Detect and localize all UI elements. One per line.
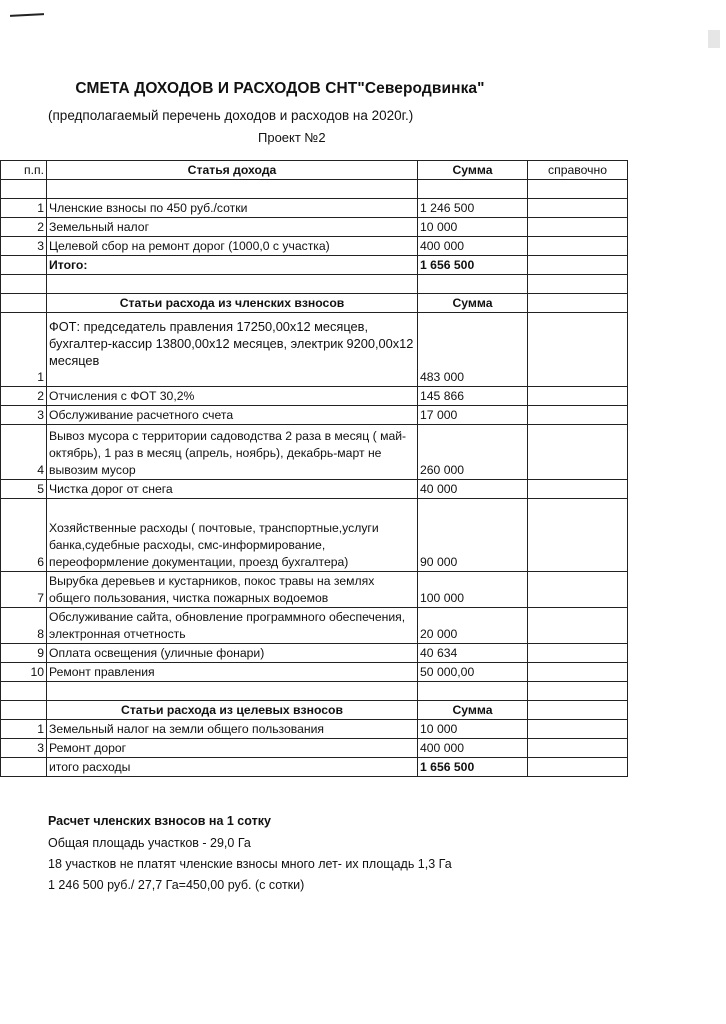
row-number: 6 <box>1 499 47 572</box>
empty-row <box>1 682 628 701</box>
row-number: 3 <box>1 406 47 425</box>
expense-row <box>1 387 628 406</box>
row-number: 4 <box>1 425 47 480</box>
row-number: 2 <box>1 387 47 406</box>
expense-row <box>1 480 628 499</box>
row-sum: 100 000 <box>418 572 528 608</box>
expense-row <box>1 663 628 682</box>
col-header-item: Статья дохода <box>47 161 418 180</box>
row-item: Членские взносы по 450 руб./сотки <box>47 199 418 218</box>
header-row <box>1 161 628 180</box>
row-sum: 20 000 <box>418 608 528 644</box>
row-number: 1 <box>1 199 47 218</box>
total-sum: 1 656 500 <box>418 758 528 777</box>
total-label: Итого: <box>47 256 418 275</box>
income-row <box>1 237 628 256</box>
row-number: 5 <box>1 480 47 499</box>
row-number: 1 <box>1 720 47 739</box>
row-item: Вырубка деревьев и кустарников, покос травы на землях общего пользования, чистка пожарных водоемов <box>47 572 418 608</box>
calculation-line: Общая площадь участков - 29,0 Га <box>48 836 251 850</box>
scan-mark <box>10 13 44 17</box>
row-sum: 17 000 <box>418 406 528 425</box>
empty-row <box>1 180 628 199</box>
calculation-heading: Расчет членских взносов на 1 сотку <box>48 814 271 828</box>
expense-row <box>1 313 628 387</box>
row-item: Оплата освещения (уличные фонари) <box>47 644 418 663</box>
section-sum-header: Сумма <box>418 294 528 313</box>
income-total-row <box>1 256 628 275</box>
row-sum: 40 000 <box>418 480 528 499</box>
budget-table <box>0 160 628 777</box>
row-item: Чистка дорог от снега <box>47 480 418 499</box>
expense-row <box>1 720 628 739</box>
project-label: Проект №2 <box>258 130 326 145</box>
document-title: СМЕТА ДОХОДОВ И РАСХОДОВ СНТ"Северодвинка" <box>75 80 485 97</box>
row-item: Земельный налог на земли общего пользования <box>47 720 418 739</box>
section-sum-header: Сумма <box>418 701 528 720</box>
expenses-total-row <box>1 758 628 777</box>
income-row <box>1 199 628 218</box>
document-subtitle: (предполагаемый перечень доходов и расходов на 2020г.) <box>48 108 414 123</box>
row-item: Земельный налог <box>47 218 418 237</box>
row-number: 10 <box>1 663 47 682</box>
empty-row <box>1 275 628 294</box>
section-header: Статьи расхода из целевых взносов <box>47 701 418 720</box>
row-sum: 90 000 <box>418 499 528 572</box>
row-sum: 400 000 <box>418 237 528 256</box>
calculation-line: 1 246 500 руб./ 27,7 Га=450,00 руб. (с сотки) <box>48 878 305 892</box>
row-sum: 10 000 <box>418 218 528 237</box>
row-sum: 1 246 500 <box>418 199 528 218</box>
scan-edge <box>708 30 720 48</box>
row-item: Обслуживание сайта, обновление программного обеспечения, электронная отчетность <box>47 608 418 644</box>
row-number: 3 <box>1 739 47 758</box>
row-sum: 145 866 <box>418 387 528 406</box>
section-header-row <box>1 701 628 720</box>
col-header-sum: Сумма <box>418 161 528 180</box>
row-number: 2 <box>1 218 47 237</box>
row-item: Вывоз мусора с территории садоводства 2 раза в месяц ( май-октябрь), 1 раз в месяц (апрель, ноябрь), декабрь-март не вывозим мусор <box>47 425 418 480</box>
expense-row <box>1 499 628 572</box>
row-item: Отчисления с ФОТ 30,2% <box>47 387 418 406</box>
expense-row <box>1 644 628 663</box>
row-item: ФОТ: председатель правления 17250,00х12 месяцев, бухгалтер-кассир 13800,00х12 месяцев, электрик 9200,00х12 месяцев <box>47 313 418 387</box>
row-item: Хозяйственные расходы ( почтовые, транспортные,услуги банка,судебные расходы, смс-информирование, переоформление документации, проезд бухгалтера) <box>47 499 418 572</box>
row-number: 9 <box>1 644 47 663</box>
section-header-row <box>1 294 628 313</box>
total-sum: 1 656 500 <box>418 256 528 275</box>
expense-row <box>1 572 628 608</box>
section-header: Статьи расхода из членских взносов <box>47 294 418 313</box>
row-item: Ремонт дорог <box>47 739 418 758</box>
col-header-ref: справочно <box>528 161 628 180</box>
row-number: 7 <box>1 572 47 608</box>
row-item: Ремонт правления <box>47 663 418 682</box>
row-number: 8 <box>1 608 47 644</box>
expense-row <box>1 406 628 425</box>
col-header-num: п.п. <box>1 161 47 180</box>
row-sum: 483 000 <box>418 313 528 387</box>
row-number: 3 <box>1 237 47 256</box>
row-number: 1 <box>1 313 47 387</box>
expense-row <box>1 739 628 758</box>
row-item: Обслуживание расчетного счета <box>47 406 418 425</box>
income-row <box>1 218 628 237</box>
calculation-line: 18 участков не платят членские взносы много лет- их площадь 1,3 Га <box>48 857 452 871</box>
row-sum: 260 000 <box>418 425 528 480</box>
expense-row <box>1 608 628 644</box>
expense-row <box>1 425 628 480</box>
row-sum: 400 000 <box>418 739 528 758</box>
row-sum: 10 000 <box>418 720 528 739</box>
row-item: Целевой сбор на ремонт дорог (1000,0 с участка) <box>47 237 418 256</box>
row-sum: 50 000,00 <box>418 663 528 682</box>
total-label: итого расходы <box>47 758 418 777</box>
row-sum: 40 634 <box>418 644 528 663</box>
